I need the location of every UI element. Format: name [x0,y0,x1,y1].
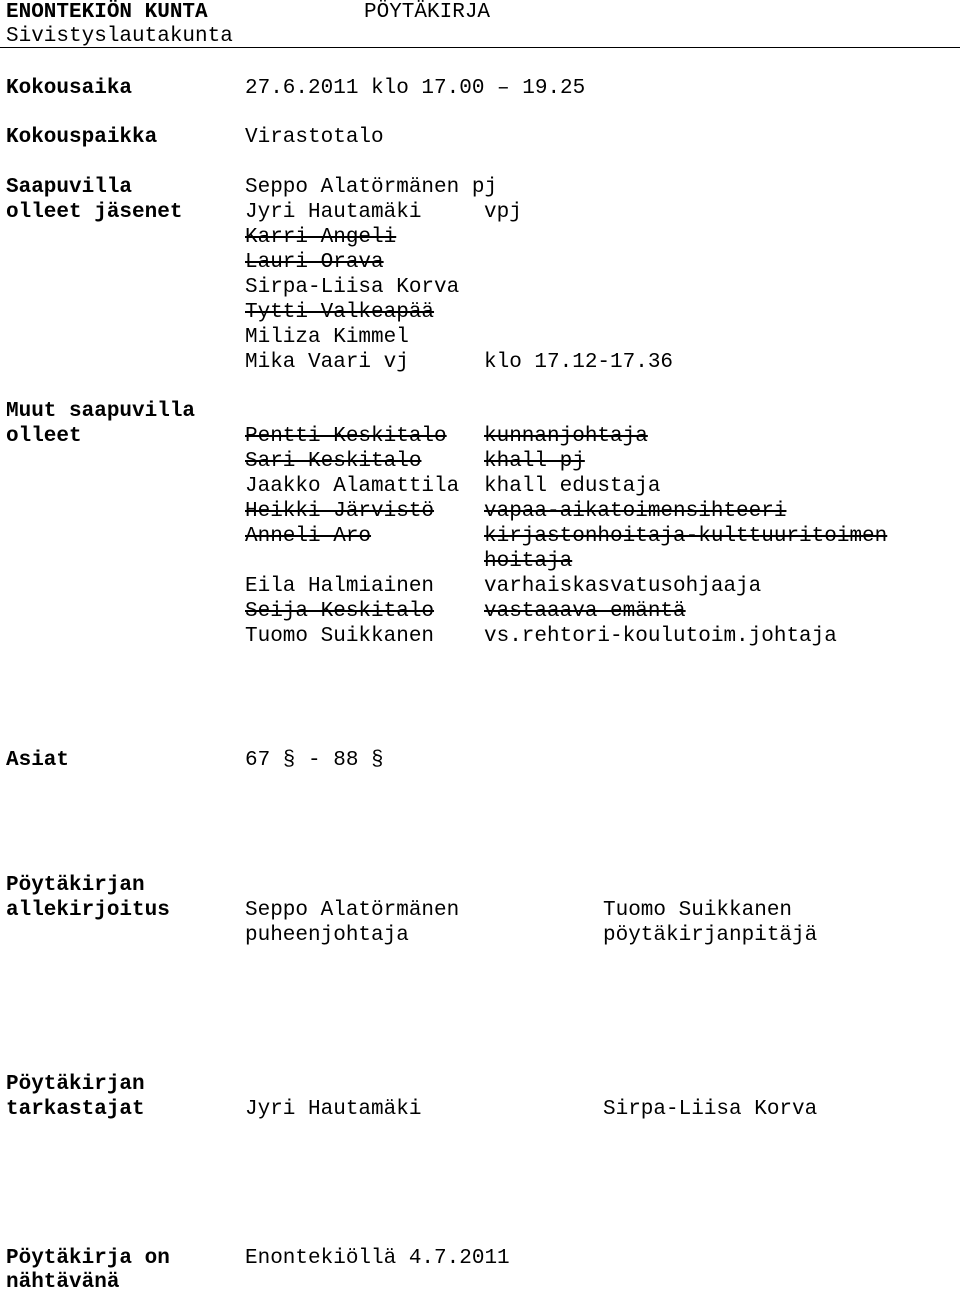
document-type: PÖYTÄKIRJA [364,1,491,24]
municipality-name: ENONTEKIÖN KUNTA [6,1,208,24]
members-label-line1: Saapuvilla [6,176,133,199]
member-name: Jyri Hautamäki [245,201,422,224]
attendee-role: varhaiskasvatusohjaaja [484,575,762,598]
member-row [245,300,945,325]
attendee-row [245,549,945,574]
matters-value: 67 § - 88 § [245,749,384,772]
attendee-role: vastaaava emäntä [484,600,686,623]
others-label-line2: olleet [6,425,82,448]
others-list [245,424,945,649]
member-name: Mika Vaari vj [245,351,409,374]
attendee-name: Anneli Aro [245,525,372,548]
notice-label-line1: Pöytäkirja on [6,1247,170,1270]
checkers-label-line1: Pöytäkirjan [6,1073,145,1096]
attendee-name: Seija Keskitalo [245,600,435,623]
attendee-name: Sari Keskitalo [245,450,422,473]
member-row [245,175,945,200]
meeting-place-value: Virastotalo [245,126,384,149]
member-name: Seppo Alatörmänen pj [245,176,498,199]
others-label-line1: Muut saapuvilla [6,400,196,423]
checker-left-name: Jyri Hautamäki [245,1098,422,1121]
member-name: Karri Angeli [245,226,397,249]
attendee-name: Pentti Keskitalo [245,425,447,448]
member-note: vpj [484,201,522,224]
meeting-time-value: 27.6.2011 klo 17.00 – 19.25 [245,77,586,100]
checkers-label-line2: tarkastajat [6,1098,145,1121]
attendee-role: hoitaja [484,550,573,573]
signature-label-line1: Pöytäkirjan [6,874,145,897]
members-list [245,175,945,375]
notice-value: Enontekiöllä 4.7.2011 [245,1247,510,1270]
header-divider [0,47,960,48]
attendee-role: vapaa-aikatoimensihteeri [484,500,787,523]
attendee-row [245,424,945,449]
attendee-row [245,599,945,624]
attendee-row [245,624,945,649]
member-name: Lauri Orava [245,251,384,274]
attendee-row [245,499,945,524]
member-name: Sirpa-Liisa Korva [245,276,460,299]
member-row [245,200,945,225]
attendee-row [245,449,945,474]
member-row [245,250,945,275]
member-row [245,275,945,300]
attendee-row [245,574,945,599]
member-row [245,225,945,250]
attendee-name: Eila Halmiainen [245,575,435,598]
member-note: klo 17.12-17.36 [484,351,674,374]
signature-chair-role: puheenjohtaja [245,924,409,947]
signature-chair-name: Seppo Alatörmänen [245,899,460,922]
attendee-role: kunnanjohtaja [484,425,648,448]
meeting-time-label: Kokousaika [6,77,133,100]
attendee-role: vs.rehtori-koulutoim.johtaja [484,625,837,648]
attendee-role: khall edustaja [484,475,661,498]
attendee-name: Heikki Järvistö [245,500,435,523]
signature-label-line2: allekirjoitus [6,899,170,922]
members-label-line2: olleet jäsenet [6,201,183,224]
member-name: Tytti Valkeapää [245,301,435,324]
member-row [245,325,945,350]
member-row [245,350,945,375]
matters-label: Asiat [6,749,70,772]
attendee-name: Jaakko Alamattila [245,475,460,498]
checker-right-name: Sirpa-Liisa Korva [603,1098,818,1121]
meeting-place-label: Kokouspaikka [6,126,158,149]
member-name: Miliza Kimmel [245,326,409,349]
attendee-row [245,474,945,499]
signature-secretary-name: Tuomo Suikkanen [603,899,793,922]
attendee-row [245,524,945,549]
signature-secretary-role: pöytäkirjanpitäjä [603,924,818,947]
attendee-name: Tuomo Suikkanen [245,625,435,648]
board-name: Sivistyslautakunta [6,25,233,48]
notice-label-line2: nähtävänä [6,1271,120,1294]
attendee-role: khall pj [484,450,585,473]
attendee-role: kirjastonhoitaja-kulttuuritoimen [484,525,888,548]
